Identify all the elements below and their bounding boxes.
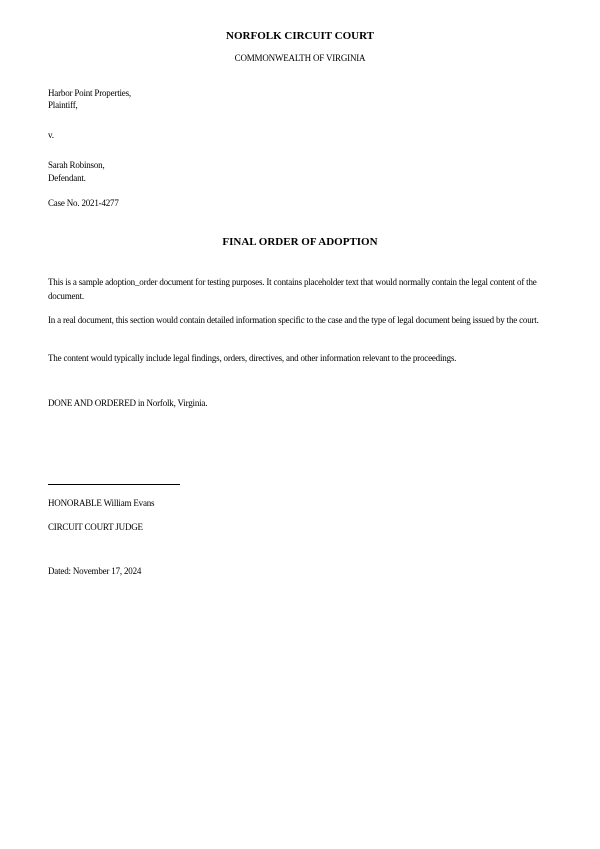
signature-line [48, 484, 180, 485]
document-title: FINAL ORDER OF ADOPTION [222, 236, 378, 248]
case-number: Case No. 2021-4277 [48, 198, 119, 208]
done-and-ordered: DONE AND ORDERED in Norfolk, Virginia. [48, 398, 208, 408]
plaintiff-role: Plaintiff, [48, 100, 78, 110]
body-paragraph-1: This is a sample adoption_order document for testing purposes. It contains placeholder text that would normally contain the legal content of the document. [48, 277, 537, 301]
jurisdiction: COMMONWEALTH OF VIRGINIA [234, 53, 366, 63]
judge-title: CIRCUIT COURT JUDGE [48, 522, 143, 532]
body-paragraph-2: In a real document, this section would contain detailed information specific to the case and the type of legal document being issued by the court. [48, 315, 539, 325]
court-name: NORFOLK CIRCUIT COURT [226, 30, 374, 42]
plaintiff-name: Harbor Point Properties, [48, 88, 131, 98]
versus-label: v. [48, 130, 54, 140]
dated-line: Dated: November 17, 2024 [48, 566, 142, 576]
defendant-name: Sarah Robinson, [48, 160, 105, 170]
judge-name: HONORABLE William Evans [48, 498, 155, 508]
defendant-role: Defendant. [48, 173, 86, 183]
body-paragraph-3: The content would typically include legal findings, orders, directives, and other information relevant to the proceedings. [48, 353, 457, 363]
